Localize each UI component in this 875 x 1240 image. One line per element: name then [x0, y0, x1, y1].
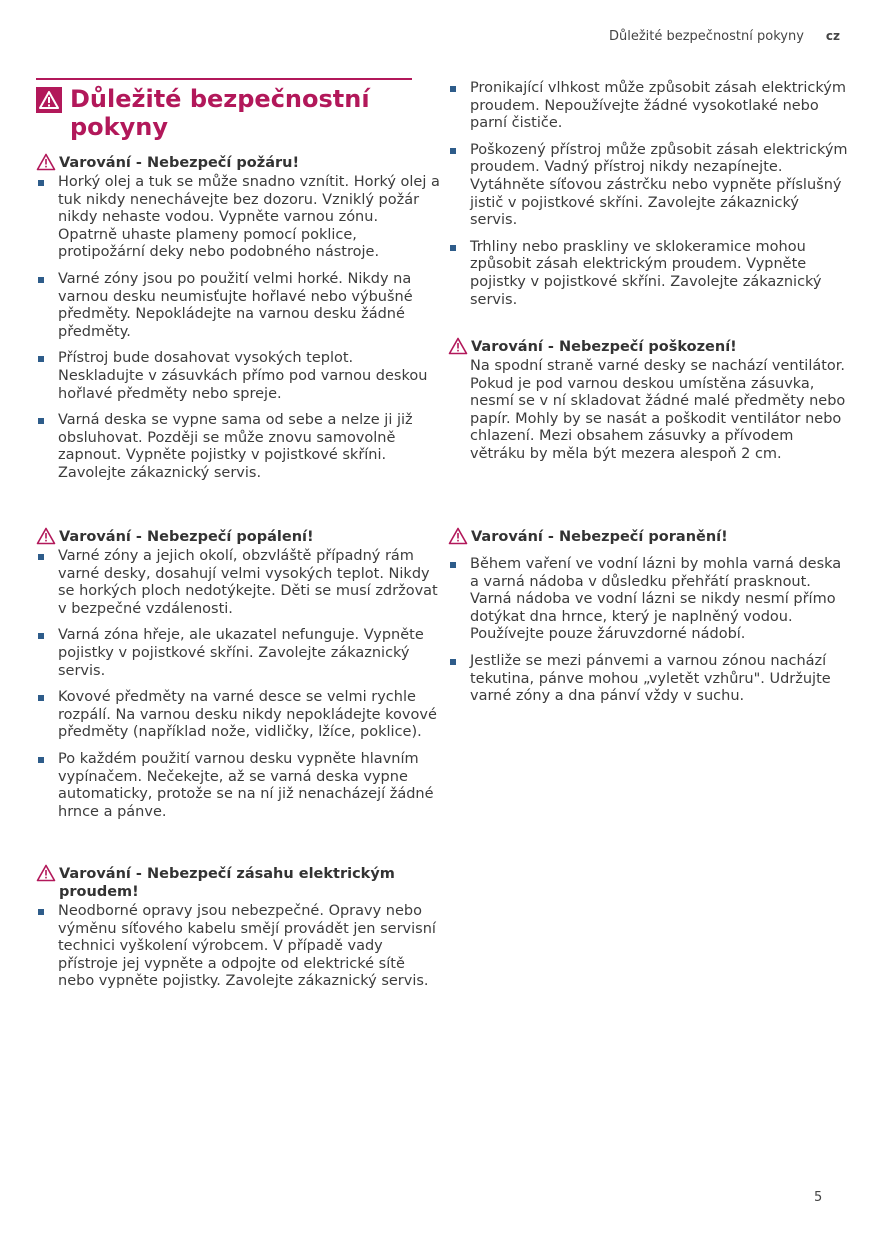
fire-warning-heading [36, 154, 441, 172]
list-item: Varné zóny jsou po použití velmi horké. Nikdy na varnou desku neumisťujte hořlavé nebo výbušné předměty. Nepokládejte na varnou desku žádné předměty. [36, 271, 441, 341]
bullet [38, 633, 44, 639]
list-item: Varná zóna hřeje, ale ukazatel nefunguje. Vypněte pojistky v pojistkové skříni. Zavolejte zákaznický servis. [36, 627, 441, 680]
language-code: cz [825, 29, 840, 43]
list-item: Jestliže se mezi pánvemi a varnou zónou nachází tekutina, pánve mohou „vyletět vzhůru". Udržujte varné zóny a dna pánví vždy v suchu. [448, 653, 848, 706]
page-title: Důležité bezpečnostní pokyny [70, 85, 370, 141]
list-item: Trhliny nebo praskliny ve sklokeramice mohou způsobit zásah elektrickým proudem. Vypněte pojistky v pojistkové skříni. Zavolejte zákaznický servis. [448, 239, 848, 309]
list-item: Pronikající vlhkost může způsobit zásah elektrickým proudem. Nepoužívejte žádné vysokotlaké nebo parní čističe. [448, 80, 848, 133]
fire-warning-title: Varování - Nebezpečí požáru! [59, 155, 300, 171]
burn-warning-section [36, 528, 441, 830]
damage-warning-title: Varování - Nebezpečí poškození! [471, 339, 737, 355]
list-item: Varná deska se vypne sama od sebe a nelze ji již obsluhovat. Později se může znovu samovolně zapnout. Vypněte pojistky v pojistkové skříni. Zavolejte zákaznický servis. [36, 412, 441, 482]
fire-warning-list [36, 174, 441, 483]
injury-warning-heading [448, 528, 848, 546]
damage-warning-section [448, 338, 848, 464]
list-item: Poškozený přístroj může způsobit zásah elektrickým proudem. Vadný přístroj nikdy nezapínejte. Vytáhněte síťovou zástrčku nebo vypněte příslušný jistič v pojistkové skříni. Zavolejte zákaznický servis. [448, 142, 848, 230]
warning-triangle-icon [448, 337, 468, 355]
list-item: Během vaření ve vodní lázni by mohla varná deska a varná nádoba v důsledku přehřátí prasknout. Varná nádoba ve vodní lázni se nikdy nesmí přímo dotýkat dna hrnce, který je naplněný vodou. Používejte pouze žáruvzdorné nádobí. [448, 556, 848, 644]
injury-warning-list [448, 556, 848, 706]
list-item: Přístroj bude dosahovat vysokých teplot. Neskladujte v zásuvkách přímo pod varnou deskou hořlavé předměty nebo spreje. [36, 350, 441, 403]
damage-warning-heading [448, 338, 848, 356]
electric-warning-list-continued [448, 80, 848, 309]
bullet [38, 909, 44, 915]
bullet [38, 277, 44, 283]
warning-triangle-icon [36, 153, 56, 171]
bullet [450, 148, 456, 154]
list-item: Neodborné opravy jsou nebezpečné. Opravy nebo výměnu síťového kabelu smějí provádět jen servisní technici vyškolení výrobcem. V případě vady přístroje jej vypněte a odpojte od elektrické sítě nebo vypněte pojistky. Zavolejte zákaznický servis. [36, 903, 441, 991]
burn-warning-heading [36, 528, 441, 546]
electric-warning-section [36, 865, 441, 1000]
burn-warning-title: Varování - Nebezpečí popálení! [59, 529, 314, 545]
bullet [450, 245, 456, 251]
bullet [450, 562, 456, 568]
injury-warning-section [448, 528, 848, 715]
damage-warning-text: Na spodní straně varné desky se nachází ventilátor. Pokud je pod varnou deskou umístěna zásuvka, nesmí se v ní skladovat žádné malé předměty nebo papír. Mohly by se nasát a poškodit ventilátor nebo chlazení. Mezi obsahem zásuvky a přívodem větráku by měla být mezera alespoň 2 cm. [470, 358, 846, 462]
page-number: 5 [814, 1190, 823, 1205]
running-header [440, 29, 840, 44]
warning-icon [36, 87, 62, 113]
bullet [450, 86, 456, 92]
bullet [38, 554, 44, 560]
warning-triangle-icon [36, 527, 56, 545]
running-header-title: Důležité bezpečnostní pokyny [608, 29, 804, 44]
list-item: Varné zóny a jejich okolí, obzvláště případný rám varné desky, dosahují velmi vysokých teplot. Nikdy se horkých ploch nedotýkejte. Děti se musí zdržovat v bezpečné vzdálenosti. [36, 548, 441, 618]
electric-warning-title: Varování - Nebezpečí zásahu elektrickým proudem! [59, 866, 395, 900]
bullet [450, 659, 456, 665]
bullet [38, 180, 44, 186]
electric-warning-continued [448, 80, 848, 318]
bullet [38, 418, 44, 424]
title-rule [36, 78, 412, 80]
list-item: Po každém použití varnou desku vypněte hlavním vypínačem. Nečekejte, až se varná deska vypne automaticky, protože se na ní již nenacházejí žádné hrnce a pánve. [36, 751, 441, 821]
list-item: Horký olej a tuk se může snadno vznítit. Horký olej a tuk nikdy nenechávejte bez dozoru. Vzniklý požár nikdy nehaste vodou. Vypněte varnou zónu. Opatrně uhaste plameny pomocí poklice, protipožární deky nebo podobného nástroje. [36, 174, 441, 262]
electric-warning-list [36, 903, 441, 991]
title-block [36, 85, 412, 141]
bullet [38, 695, 44, 701]
bullet [38, 356, 44, 362]
bullet [38, 757, 44, 763]
electric-warning-heading [36, 865, 441, 901]
warning-triangle-icon [448, 527, 468, 545]
list-item: Kovové předměty na varné desce se velmi rychle rozpálí. Na varnou desku nikdy nepokládejte kovové předměty (například nože, vidličky, lžíce, poklice). [36, 689, 441, 742]
injury-warning-title: Varování - Nebezpečí poranění! [471, 529, 728, 545]
burn-warning-list [36, 548, 441, 821]
fire-warning-section [36, 154, 441, 492]
warning-triangle-icon [36, 864, 56, 882]
